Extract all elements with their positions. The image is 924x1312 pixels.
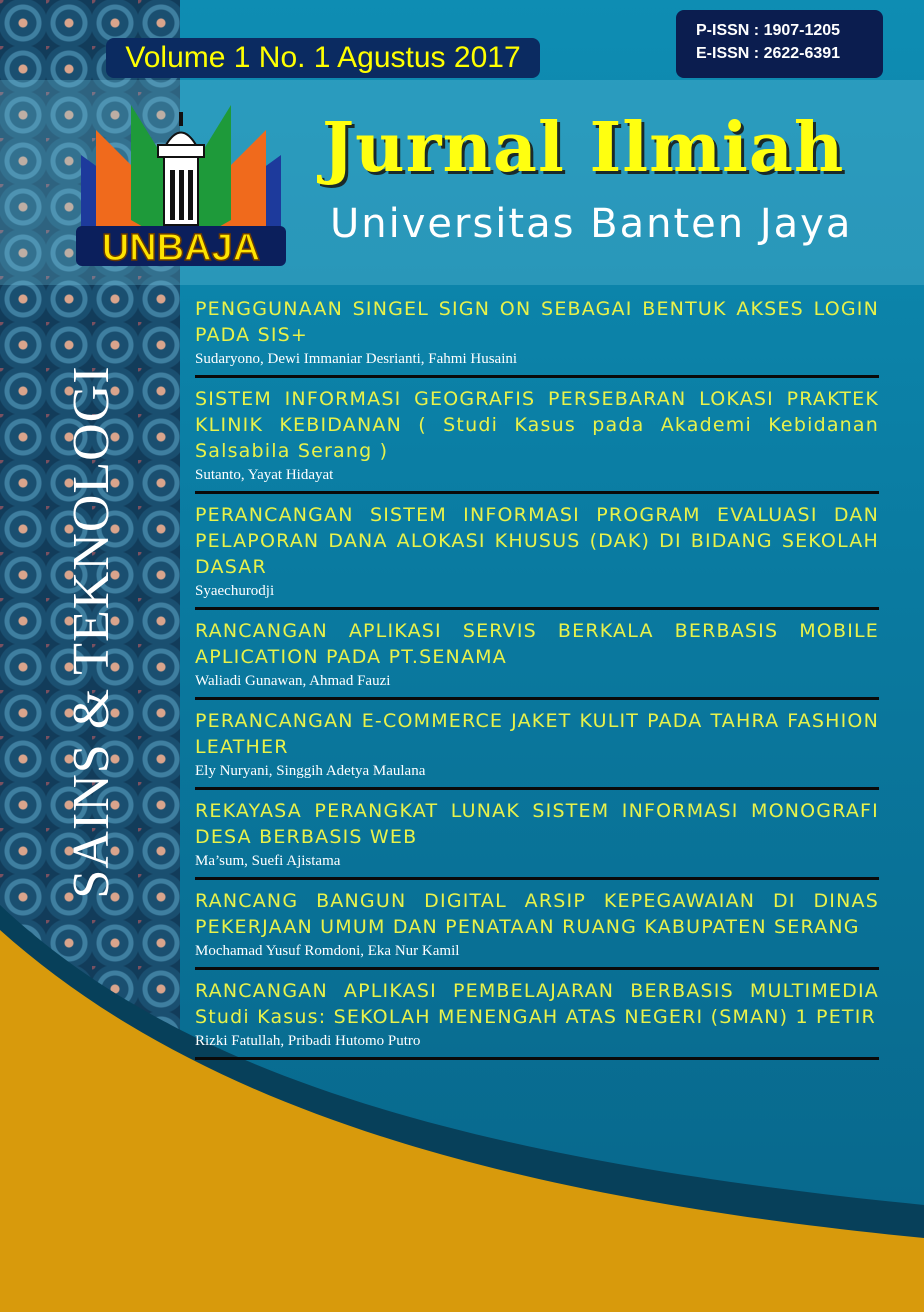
issn-box bbox=[676, 10, 883, 78]
article-authors: Sudaryono, Dewi Immaniar Desrianti, Fahmi Husaini bbox=[195, 351, 518, 367]
article-authors: Ma’sum, Suefi Ajistama bbox=[195, 853, 341, 869]
unbaja-logo bbox=[76, 100, 286, 266]
list-item bbox=[195, 798, 879, 880]
list-item bbox=[195, 502, 879, 610]
article-title: PERANCANGAN SISTEM INFORMASI PROGRAM EVALUASI DAN PELAPORAN DANA ALOKASI KHUSUS (DAK) DI BIDANG SEKOLAH DASAR bbox=[195, 504, 879, 578]
logo-text: UNBAJA bbox=[101, 227, 261, 266]
article-title: PENGGUNAAN SINGEL SIGN ON SEBAGAI BENTUK AKSES LOGIN PADA SIS+ bbox=[195, 298, 879, 346]
university-name: Universitas Banten Jaya bbox=[330, 201, 853, 247]
article-authors: Waliadi Gunawan, Ahmad Fauzi bbox=[195, 673, 391, 689]
list-item bbox=[195, 708, 879, 790]
article-title: RANCANG BANGUN DIGITAL ARSIP KEPEGAWAIAN DI DINAS PEKERJAAN UMUM DAN PENATAAN RUANG KABUPATEN SERANG bbox=[195, 890, 879, 938]
volume-text: Volume 1 No. 1 Agustus 2017 bbox=[125, 41, 521, 74]
article-title: PERANCANGAN E-COMMERCE JAKET KULIT PADA TAHRA FASHION LEATHER bbox=[195, 710, 879, 758]
article-authors: Rizki Fatullah, Pribadi Hutomo Putro bbox=[195, 1033, 421, 1049]
article-title: RANCANGAN APLIKASI PEMBELAJARAN BERBASIS MULTIMEDIA Studi Kasus: SEKOLAH MENENGAH ATAS NEGERI (SMAN) 1 PETIR bbox=[195, 980, 879, 1028]
e-issn: E-ISSN : 2622-6391 bbox=[696, 45, 841, 62]
article-authors: Sutanto, Yayat Hidayat bbox=[195, 467, 334, 483]
article-authors: Syaechurodji bbox=[195, 583, 275, 599]
article-title: REKAYASA PERANGKAT LUNAK SISTEM INFORMASI MONOGRAFI DESA BERBASIS WEB bbox=[195, 800, 879, 848]
article-list bbox=[195, 296, 879, 1068]
list-item bbox=[195, 888, 879, 970]
article-authors: Mochamad Yusuf Romdoni, Eka Nur Kamil bbox=[195, 943, 460, 959]
article-title: SISTEM INFORMASI GEOGRAFIS PERSEBARAN LOKASI PRAKTEK KLINIK KEBIDANAN ( Studi Kasus pada Akademi Kebidanan Salsabila Serang ) bbox=[195, 388, 879, 462]
p-issn: P-ISSN : 1907-1205 bbox=[696, 22, 841, 39]
volume-badge bbox=[106, 38, 540, 78]
journal-title: Jurnal Ilmiah bbox=[322, 108, 845, 188]
list-item bbox=[195, 296, 879, 378]
article-authors: Ely Nuryani, Singgih Adetya Maulana bbox=[195, 763, 426, 779]
article-title: RANCANGAN APLIKASI SERVIS BERKALA BERBASIS MOBILE APLICATION PADA PT.SENAMA bbox=[195, 620, 879, 668]
side-title: SAINS & TEKNOLOGI bbox=[63, 365, 120, 899]
list-item bbox=[195, 386, 879, 494]
list-item bbox=[195, 978, 879, 1060]
list-item bbox=[195, 618, 879, 700]
